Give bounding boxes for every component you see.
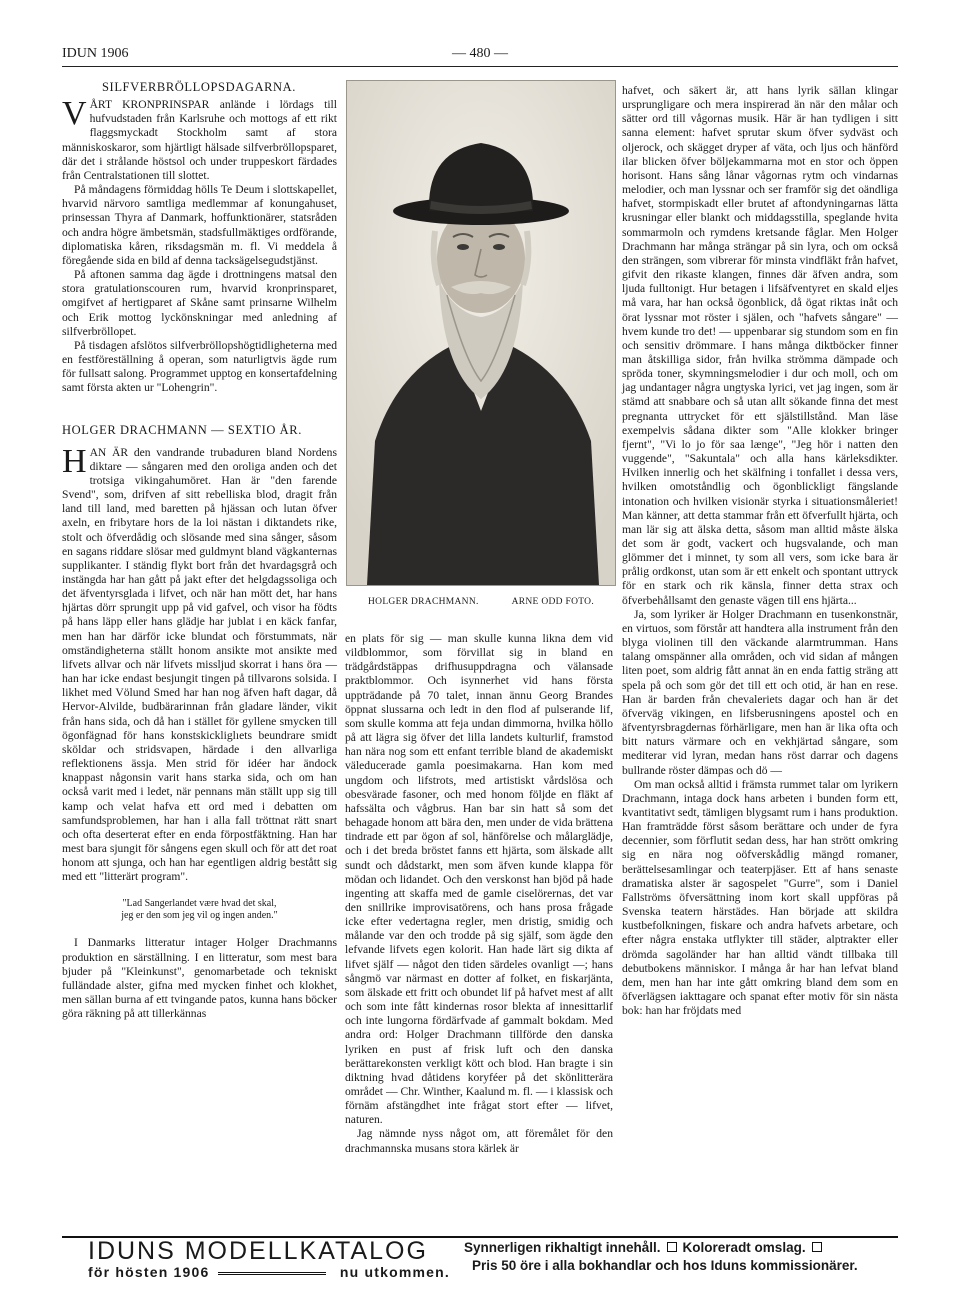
dropcap-h: H	[62, 442, 87, 480]
page-number: — 480 —	[452, 46, 508, 61]
caption-photographer: ARNE ODD FOTO.	[511, 597, 594, 607]
column-right	[622, 84, 898, 1018]
article1-paragraph-3: På aftonen samma dag ägde i drottningens matsal den stora gratulationscouren rum, hvarvid kronprinsparet, omgifvet af hertigparet af Skåne samt prinsarne Wilhelm och Erik mottog lyckönskningar med anledning af silfverbröllopet.	[62, 268, 337, 338]
verse-quote: "Lad Sangerlandet være hvad det skal, jeg er den som jeg vil og ingen anden."	[121, 898, 278, 922]
article2-col2-paragraph-2: Jag nämnde nyss något om, att föremålet för den drachmannska musans stora kärlek är	[345, 1127, 613, 1155]
article1-paragraph-1: VÅRT KRONPRINSPAR anlände i lördags till hufvudstaden från Karlsruhe och mottogs af ett rikt flaggsmyckadt Stockholm samt af stora människoskaror, som hjärtligt hälsade silfverbröllopsparet, där det i strålande höstsol och under truppeskort färdades från Centralstationen till slottet.	[62, 95, 337, 182]
dropcap-v: V	[62, 95, 87, 133]
footer-ad-catalog	[88, 1238, 450, 1282]
footer-catalog-title: IDUNS MODELLKATALOG	[88, 1237, 428, 1265]
article1-paragraph-4: På tisdagen afslötos silfverbröllopshögtidligheterna med en festföreställning å operan, som naturligtvis ägde rum för fullsatt salong. Programmet upptog en konsertafdelning samt första akten ur "Lohengrin".	[62, 338, 337, 395]
square-bullet-icon	[812, 1242, 822, 1252]
column-middle	[345, 632, 613, 1156]
header-rule	[62, 66, 898, 67]
article2-col3-paragraph-2: Ja, som lyriker är Holger Drachmann en tusenkonstnär, en virtuos, som förstår att handtera alla instrument från den blyga violinen till den väckande alarmtrumman. Hans talang omspänner alla områden, och vid sidan af mången liten poet, som aldrig fått annat än en enda fattig sträng att spela på och som gör det till ett och otid, är han en rese. Han är barden från chevaleriets dagar och han är det öfverväg vikingen, en lifsberusningens apostel och en äfventyrsbragdernas förhärligare, men han är lika ofta och bitt naturs värmare och en vekhjärtad sångare, som mediterar vid lyran, medan hans röst darrar och dagens bullrande röster dämpas och dö —	[622, 607, 898, 777]
article1-paragraph-2: På måndagens förmiddag hölls Te Deum i slottskapellet, hvarvid närvoro samtliga medlemmar af konungahuset, prinsessan Thyra af Danmark, hoffunktionärer, statsråden och andra högre ämbetsmän, stadsfullmäktiges ordförande, diplomatiska kåren, riksdagsmän m. fl. Vi meddela å föregående sida en bild af denna tacksägelsegudstjänst.	[62, 183, 337, 267]
article2-col3-paragraph-1: hafvet, och säkert är, att hans lyrik sällan klingar ursprungligare och mera inspirerad än när den målar och sätter ord till vågornas musik. Här är han tydligen i sitt sanna element: hafvet sprutar skum öfver sydväst och oljerock, och skägget dryper af väta, och ljus och hänförd ilar blicken öfver böljekammarna mot en stor och öppen horisont. Hans sång lånar vågornas rytm och vindarnas melodier, och man lyssnar och ser framför sig det oändliga hafvet, stormpiskadt eller brutet af aftondyningarnas lätta krusningar eller blankt och middagsstilla, speglande hvita sommarmoln och rymdens kretsande fåglar. Men Holger Drachmann har många strängar på sin lyra, och om också den strängen, som vibrerar för minsta vindfläkt från hafvet, gifvit den rikaste klangen, finnes där äfven andra, som ljuda fulltonigt. Hur betagen i lifsäfventyret en skald eljes må vara, har han också ögonblick, då ögat riktas inåt och örat lyssnar mot röster i själen, och "hafvets sångare" — hvem kunde tro det! — uppenbarar sig stundom som en fin och sensitiv drömmare. I hans många diktböcker finner man åtskilliga sidor, från hvilka strömma dämpade och spröda toner, skymningsmelodier i dur och moll, och om jag undantager några ungtyska lyrici, vet jag ingen, som är stämd att snabbare och så utan allt sökande finna det mest pregnanta uttrycket för ett själstillstånd. Man läse exempelvis sådana dikter som "Alle klokker bringer fjernt", "Vi lo jo för saa længe", "Jeg hör i natten den vuggende", "Sakuntala" och alla hans kärleksdikter. Hvilken innerlig och het skälfning i tonfallet i dessa vers, hvilken omotståndlig och ögonblickligt fängslande intonation och hvilken visionär styrka i situationsmåleriet! Man känner, att detta stammar från ett öfverfullt hjärta, och man lär sig att älska detta, såsom man alltid måste älska det som är godt, vackert och hugsvalande, och man glömmer det i minnet, ty som all vers, som icke bara är prålig ordkonst, utan som är ett enkelt och spontant uttryck för en stark och rik känsla, finner detta strax och öfverbehållsamt den genaste vägen till ens hjärta...	[622, 84, 898, 607]
article2-col2-paragraph-1: en plats för sig — man skulle kunna likna dem vid vildblommor, som förvillat sig in bland en trädgårdstäppas drifhusuppdragna och välansade praktblommor. Och isynnerhet vid hans första uppträdande på 70 talet, innan ännu Georg Brandes öppnat slussarna och ledt in den flod af pulserande lif, som skulle komma att feja undan dimmorna, hvilka höllo på att lägra sig öfver det lilla landets kulturlif, framstod han nära nog som ett enfant terrible bland de akademiskt väleducerade gamla poesimakarna. Han kom med ungdom och lifstrots, med artistiskt vårdslösa och obesvärade fasoner, och med honom följde en fläkt af hafssälta och vågbrus. Han bar sin hatt så som det behagade honom att bära den, men under de vida brättena tindrade ett par ögon af sol, hänförelse och målarglädje, och i det breda bröstet fanns ett hjärta, som älskade allt sundt och dådstarkt, men som äfven kunde klappa för mödan och lidandet. Och den verskonst han bjöd på hade ingenting att skaffa med de gamle ciselörernas, det var den snillrike improvisatörens, och hans prosa frågade icke efter vedertagna regler, men dristig, smidig och målande var den och trodde på sig själf, som ägde den lefvande lifvets egen kolorit. Han hade lärt sig dikta af lifvet själf — något den tiden särdeles ovanligt —; hans sångmö var närmast en dotter af folket, en fiskarjänta, som älskade ett fritt och obundet lif på hafvet mest af allt och som inte fått kindernas rosor blekta af innesittarlif och inte lungorna fördärfvade af gammalt bokdam. Med andra ord: Holger Drachmann tillförde den danska lyriken en pust af frisk luft och den danska berättarekonsten verkligt kött och blod. Han bragte i sin diktning hvad dåtidens koryféer på det skönlitterära området — Chr. Winther, Kaalund m. fl. — i klassisk och förnäm afstängdhet inte frågat stort efter — lifvet, naturen.	[345, 632, 613, 1127]
page-header	[62, 44, 898, 66]
article-title-drachmann: HOLGER DRACHMANN — SEXTIO ÅR.	[62, 423, 302, 438]
footer-ad-details	[464, 1240, 898, 1273]
column-left	[62, 80, 337, 1021]
footer-line-2: Pris 50 öre i alla bokhandlar och hos Iduns kommissionärer.	[472, 1258, 858, 1273]
footer-available: nu utkommen.	[339, 1264, 450, 1280]
article2-col3-paragraph-3: Om man också alltid i främsta rummet talar om lyrikern Drachmann, intaga dock hans arbeten i bunden form ett, kvantitativt sedt, tämligen blygsamt rum i hans produktion. Han framträdde först såsom berättare och under de fyra decennier, som förflutit sedan dess, har han strött omkring sig en nära nog oöfverskådlig mängd romaner, berättelsesamlingar och teaterpjäser. Ett af hans senaste dramatiska alster är sagospelet "Gurre", som i Daniel Fallströms öfversättning inom kort skall uppföras på Svenska teatern härstädes. Han började att skildra kustbefolkningen, fiskare och andra hafvets arbetare, och efter några enstaka utflykter till städer, alptrakter eller drömda sagoländer har han alltid vändt tillbaka till debutbokens människor. I många år har han lefvat bland dem, men han har inte gått omkring bland dem som en öfverlägsen iakttagare och spanat efter motiv för sin nästa bok: han har fröjdats med	[622, 777, 898, 1018]
square-bullet-icon	[667, 1242, 677, 1252]
caption-subject: HOLGER DRACHMANN.	[368, 597, 479, 607]
article2-paragraph-1: HAN ÄR den vandrande trubaduren bland Nordens diktare — sångaren med den oroliga anden och det trotsiga vikingahumöret. Han är "den farende Svend", som, drifven af sitt rebelliska blod, dragit från land till land, med baretten på hjässan och lutan öfver axeln, en fribytare hors de la loi nästan i diktandets rike, stolt och öfverdådig och slösande med sina sånger, såsom en sagans riddare slösar med guldmynt bland vägkanternas supplikanter. I ständig flykt bort från det hvardagsgrå och instängda har han gått på jakt efter det helgdagssoliga och det äfventyrsglada i lifvet, och när han mött det, har hans hjärtas dörr sprungit upp på vid gafvel, och visor ha födts på hans läpp eller hans glädje har jublat i en käck fanfar, men han har därför icke blundat och förstummats, när omständigheterna ställt honom ansikte mot ansikte med lifvets allvar och när lifvets missljud skorrat i hans öra — han har icke endast besjungit tingen på tillvarons solsida. I likhet med Völund Smed har han nog äfven haft dagar, då Hervor-Alvilde, budbärarinnan från gladare länder, vikit från hans sida, och då han i stället för gyllene smycken till ögonfägnad för hans konstskickliglıets beundrare smidt sköldar och stridsvapen, härdade i den allvarliga reflektionens ässja. Men strid för idéer har ändock knappast någonsin varit hans starka sida, och om han också varit med i ledet, när pennans män ställt upp sig till kamp och velat hafva ett ord med i debatten om samfundsproblemen, har han i alla fall tröttnat rätt snart och ofta deserterat efter en enda förpostfäktning. Han har mest bara sjungit för sångens egen skull och för att det roat honom att sjunga, och han har egentligen aldrig bestått sig med ett "litterärt program".	[62, 442, 337, 884]
footer-season: för hösten 1906	[88, 1264, 210, 1280]
portrait-illustration	[347, 81, 615, 585]
portrait-photo	[346, 80, 616, 586]
footer-catalog-sub	[88, 1264, 450, 1282]
footer-line-1: Synnerligen rikhaltigt innehåll. Koloreradt omslag.	[464, 1240, 898, 1255]
article2-paragraph-2: I Danmarks litteratur intager Holger Drachmanns produktion en särställning. I en litteratur, som mest bara bjuder på "Kleinkunst", genomarbetade och tekniskt fulländade alster, gifna med mycken finhet och klokhet, men sällan burna af ett tvingande patos, kunna hans böcker göra räkning på att tillerkännas	[62, 936, 337, 1021]
footer-double-rule	[218, 1272, 326, 1275]
article-title-silfverbrollop: SILFVERBRÖLLOPSDAGARNA.	[102, 80, 297, 94]
magazine-issue: IDUN 1906	[62, 46, 129, 61]
